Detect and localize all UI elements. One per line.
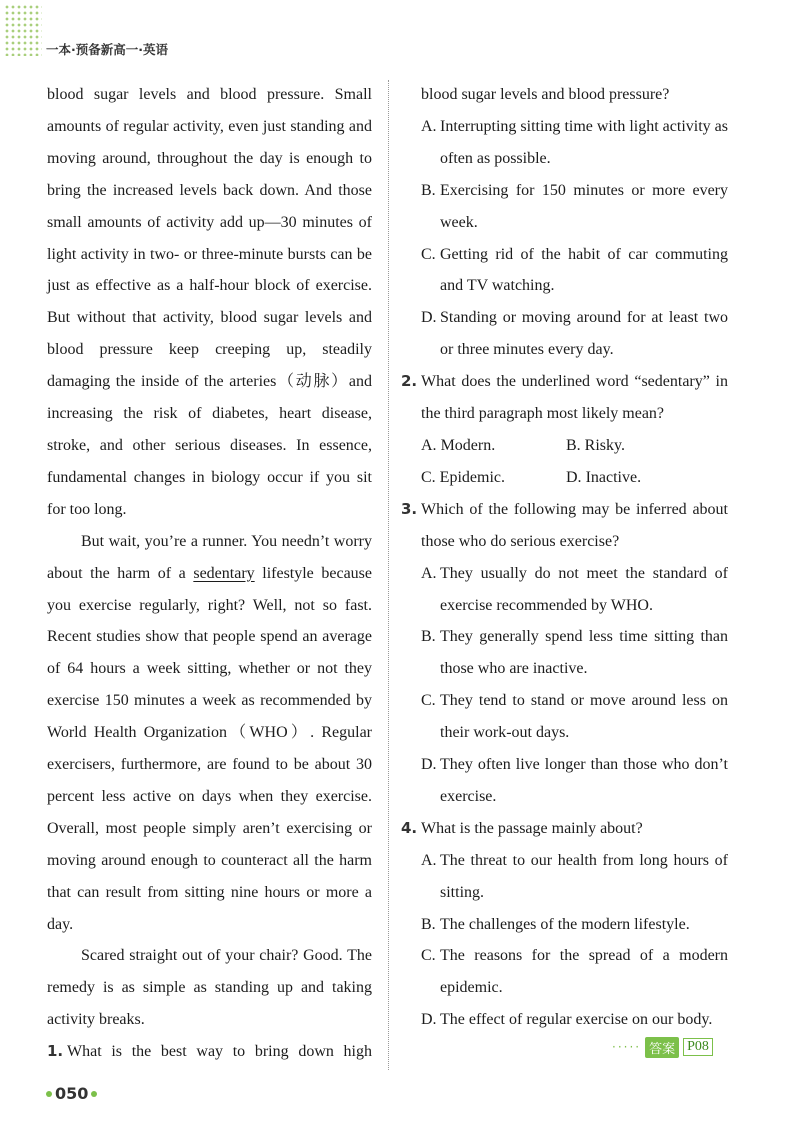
option-text: They tend to stand or move around less on their work-out days. (440, 692, 728, 742)
question-1-stem-start (47, 1036, 372, 1068)
series-title: 一本·预备新高一·英语 (46, 42, 168, 57)
page-number (46, 1084, 97, 1103)
option-text: They generally spend less time sitting than those who are inactive. (440, 628, 728, 678)
question-3-stem (401, 494, 728, 558)
question-number: 3. (401, 499, 418, 518)
option-text: The threat to our health from long hours of sitting. (440, 851, 728, 901)
option-letter: B. (421, 628, 436, 646)
option-text: The challenges of the modern lifestyle. (440, 915, 690, 933)
question-2-text: What does the underlined word “sedentary” in the third paragraph most likely mean? (421, 373, 728, 423)
question-1-option-a[interactable] (401, 111, 728, 175)
question-4-option-c[interactable] (401, 940, 728, 1004)
question-2-option-b[interactable] (566, 430, 711, 462)
question-number: 2. (401, 372, 418, 391)
column-divider (388, 80, 389, 1070)
underlined-word-sedentary: sedentary (193, 564, 255, 582)
question-4-option-b[interactable] (401, 909, 728, 941)
paragraph-2-text-before: But wait, you’re a runner. You needn’t worry about the harm of a (47, 532, 372, 582)
question-1-option-d[interactable] (401, 302, 728, 366)
question-number: 4. (401, 818, 418, 837)
answer-reference[interactable] (612, 1036, 713, 1058)
option-letter: D. (566, 468, 582, 486)
option-letter: B. (566, 436, 581, 454)
option-text: They usually do not meet the standard of exercise recommended by WHO. (440, 564, 728, 614)
option-text: The effect of regular exercise on our body. (440, 1011, 713, 1029)
passage-paragraph-3: Scared straight out of your chair? Good. The remedy is as simple as standing up and taking activity breaks. (47, 947, 372, 1029)
right-column (401, 79, 728, 1036)
question-3-option-a[interactable] (401, 558, 728, 622)
dotted-leader: ····· (612, 1040, 642, 1054)
option-text: Exercising for 150 minutes or more every week. (440, 181, 728, 231)
question-4-option-a[interactable] (401, 845, 728, 909)
question-4-text: What is the passage mainly about? (421, 819, 643, 837)
bullet-icon (46, 1091, 52, 1097)
question-2-options-row-1 (401, 430, 728, 462)
passage-paragraph-2 (47, 526, 372, 941)
option-letter: A. (421, 436, 437, 454)
question-3-text: Which of the following may be inferred about those who do serious exercise? (421, 500, 728, 550)
question-4-option-d[interactable] (401, 1004, 728, 1036)
option-letter: D. (421, 309, 437, 327)
paragraph-2-text-after: lifestyle because you exercise regularly, right? Well, not so fast. Recent studies show that people spend an average of 64 hours a week sitting, whether or not they exercise 150 minutes a week as recommended by World Health Organization（WHO）. Regular exercisers, furthermore, are found to be about 30 percent less active on days when they exercise. Overall, most people simply aren’t exercising or moving around enough to counteract all the harm that can result from sitting nine hours or more a day. (47, 564, 373, 933)
question-3-option-d[interactable] (401, 749, 728, 813)
question-3-option-c[interactable] (401, 685, 728, 749)
answer-page-code: P08 (683, 1038, 713, 1056)
question-1-option-c[interactable] (401, 239, 728, 303)
option-letter: A. (421, 851, 437, 869)
option-text: Risky. (584, 436, 625, 454)
question-2-option-c[interactable] (421, 462, 566, 494)
option-letter: D. (421, 756, 437, 774)
question-1-option-b[interactable] (401, 175, 728, 239)
option-letter: C. (421, 947, 436, 965)
option-text: Standing or moving around for at least two or three minutes every day. (440, 309, 728, 359)
corner-dot-pattern (4, 4, 42, 56)
page-number-text: 050 (55, 1084, 89, 1103)
question-1-stem-left: What is the best way to bring down high (67, 1043, 372, 1061)
question-2-options-row-2 (401, 462, 728, 494)
option-text: Interrupting sitting time with light activity as often as possible. (440, 117, 728, 167)
option-letter: A. (421, 564, 437, 582)
question-1-stem-end: blood sugar levels and blood pressure? (421, 86, 670, 103)
left-column (47, 79, 372, 1068)
option-letter: D. (421, 1011, 437, 1029)
question-4-stem (401, 813, 728, 845)
option-text: Inactive. (585, 468, 642, 486)
question-number: 1. (47, 1042, 64, 1061)
option-letter: C. (421, 245, 436, 263)
question-2-option-a[interactable] (421, 430, 566, 462)
question-2-option-d[interactable] (566, 462, 711, 494)
option-text: Getting rid of the habit of car commuting and TV watching. (440, 245, 728, 295)
option-letter: C. (421, 692, 436, 710)
answer-label: 答案 (645, 1037, 679, 1058)
option-letter: A. (421, 117, 437, 135)
option-text: They often live longer than those who don’t exercise. (440, 756, 728, 805)
bullet-icon (91, 1091, 97, 1097)
question-2-stem (401, 366, 728, 430)
passage-paragraph-1: blood sugar levels and blood pressure. Small amounts of regular activity, even just standing and moving around, throughout the day is enough to bring the increased levels back down. And those small amounts of activity add up—30 minutes of light activity in two- or three-minute bursts can be just as effective as a half-hour block of exercise. But without that activity, blood sugar levels and blood pressure keep creeping up, steadily damaging the inside of the arteries（动脉）and increasing the risk of diabetes, heart disease, stroke, and other serious diseases. In essence, fundamental changes in biology occur if you sit for too long. (47, 86, 372, 518)
question-3-option-b[interactable] (401, 621, 728, 685)
option-text: Epidemic. (439, 468, 505, 486)
option-text: Modern. (440, 436, 496, 454)
option-letter: B. (421, 181, 436, 199)
option-letter: B. (421, 915, 436, 933)
option-letter: C. (421, 468, 436, 486)
option-text: The reasons for the spread of a modern epidemic. (440, 947, 728, 997)
